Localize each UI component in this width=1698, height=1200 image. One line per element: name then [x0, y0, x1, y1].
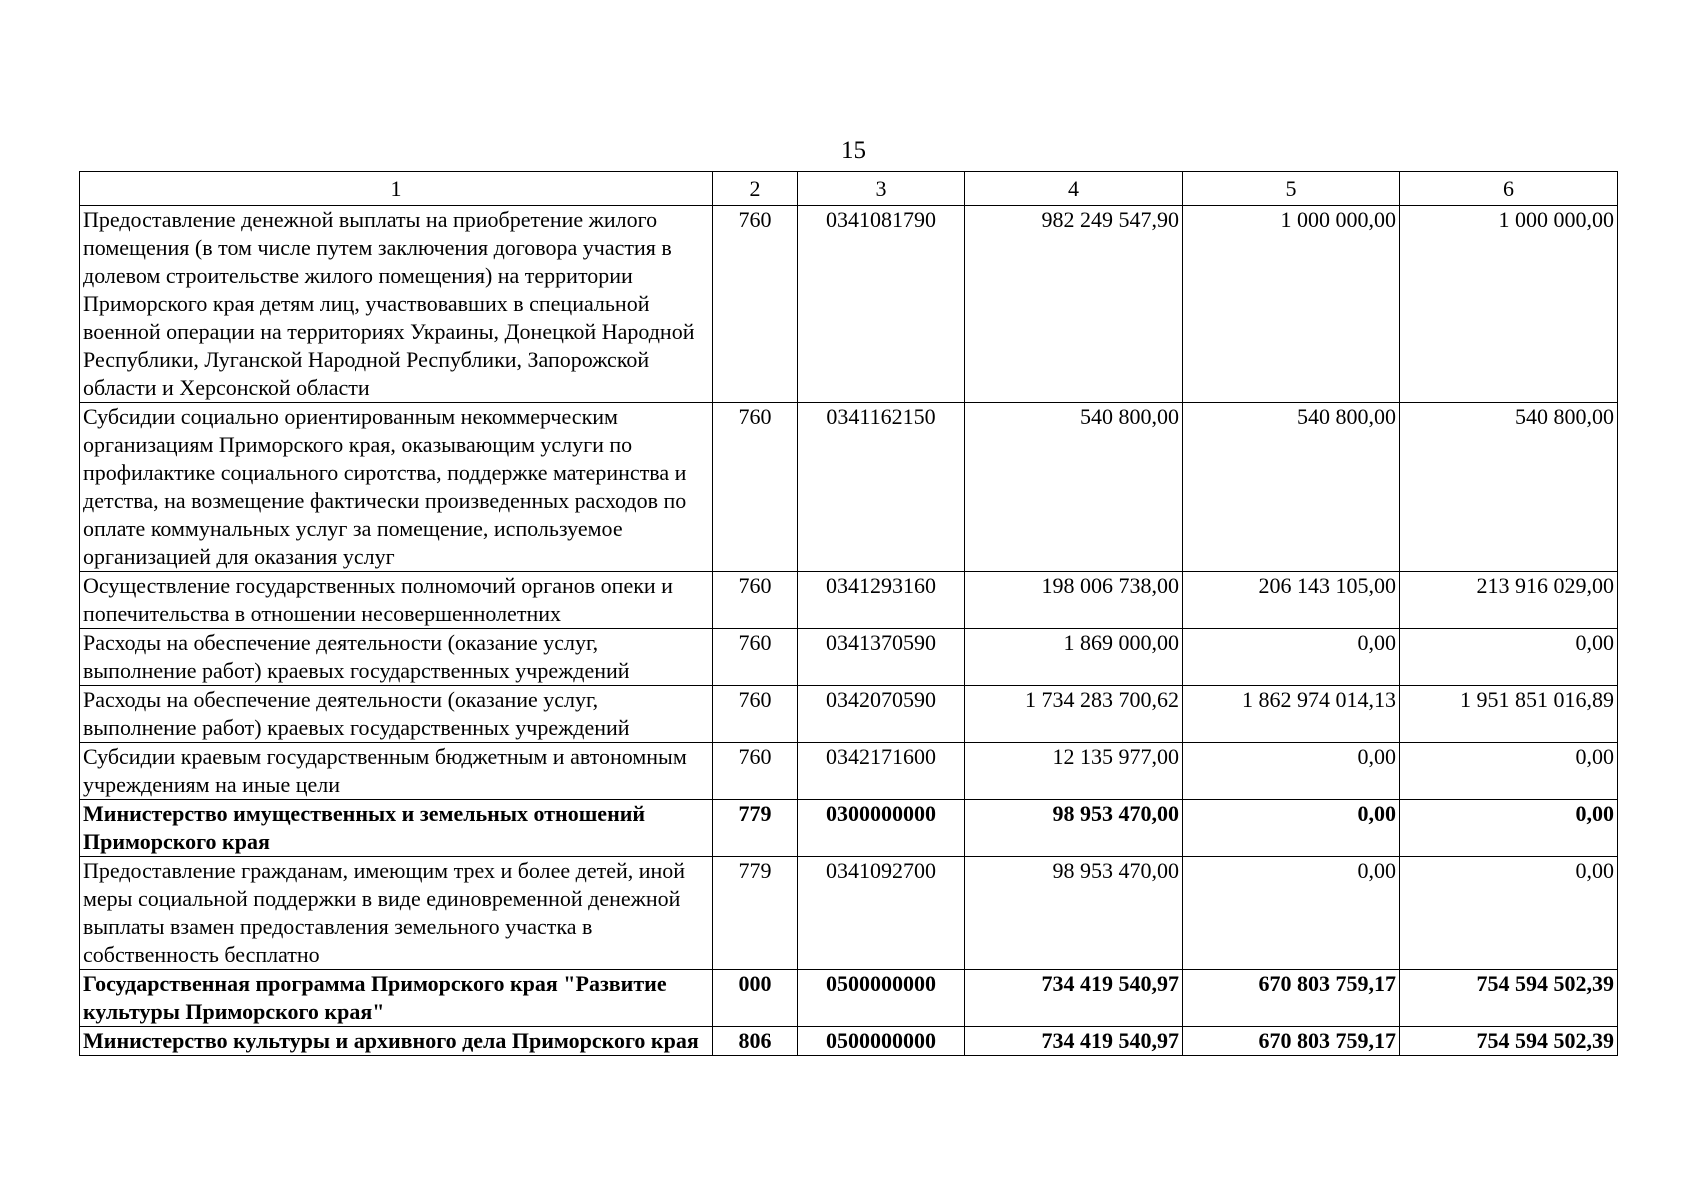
- header-col-4: 4: [965, 172, 1183, 206]
- row-target-code: 0500000000: [798, 1027, 965, 1056]
- table-row: [80, 403, 1618, 572]
- row-grbs-code: 760: [713, 686, 798, 743]
- row-amount-col-5: 0,00: [1183, 800, 1400, 857]
- table-row: [80, 206, 1618, 403]
- row-amount-col-6: 0,00: [1400, 743, 1618, 800]
- row-description: Расходы на обеспечение деятельности (оказание услуг, выполнение работ) краевых государственных учреждений: [80, 629, 713, 686]
- table-header: [80, 172, 1618, 206]
- page-number: 15: [841, 137, 866, 164]
- row-amount-col-4: 734 419 540,97: [965, 1027, 1183, 1056]
- row-amount-col-5: 670 803 759,17: [1183, 1027, 1400, 1056]
- row-amount-col-6: 754 594 502,39: [1400, 970, 1618, 1027]
- row-amount-col-6: 1 951 851 016,89: [1400, 686, 1618, 743]
- header-col-1: 1: [80, 172, 713, 206]
- table-row: [80, 1027, 1618, 1056]
- row-amount-col-6: 0,00: [1400, 857, 1618, 970]
- row-description: Субсидии социально ориентированным некоммерческим организациям Приморского края, оказывающим услуги по профилактике социального сиротства, поддержке материнства и детства, на возмещение фактически произведенных расходов по оплате коммунальных услуг за помещение, используемое организацией для оказания услуг: [80, 403, 713, 572]
- row-amount-col-4: 1 869 000,00: [965, 629, 1183, 686]
- row-grbs-code: 760: [713, 629, 798, 686]
- table-body: [80, 206, 1618, 1056]
- row-amount-col-4: 1 734 283 700,62: [965, 686, 1183, 743]
- row-target-code: 0341293160: [798, 572, 965, 629]
- row-target-code: 0341162150: [798, 403, 965, 572]
- row-grbs-code: 806: [713, 1027, 798, 1056]
- row-grbs-code: 760: [713, 206, 798, 403]
- row-grbs-code: 000: [713, 970, 798, 1027]
- row-description: Министерство культуры и архивного дела Приморского края: [80, 1027, 713, 1056]
- row-target-code: 0300000000: [798, 800, 965, 857]
- row-amount-col-5: 1 862 974 014,13: [1183, 686, 1400, 743]
- row-grbs-code: 779: [713, 857, 798, 970]
- header-col-5: 5: [1183, 172, 1400, 206]
- header-row: [80, 172, 1618, 206]
- row-amount-col-5: 670 803 759,17: [1183, 970, 1400, 1027]
- row-description: Предоставление гражданам, имеющим трех и более детей, иной меры социальной поддержки в виде единовременной денежной выплаты взамен предоставления земельного участка в собственность бесплатно: [80, 857, 713, 970]
- row-description: Расходы на обеспечение деятельности (оказание услуг, выполнение работ) краевых государственных учреждений: [80, 686, 713, 743]
- table-row: [80, 743, 1618, 800]
- row-amount-col-5: 0,00: [1183, 629, 1400, 686]
- row-target-code: 0341081790: [798, 206, 965, 403]
- header-col-2: 2: [713, 172, 798, 206]
- header-col-3: 3: [798, 172, 965, 206]
- table-row: [80, 572, 1618, 629]
- header-col-6: 6: [1400, 172, 1618, 206]
- row-description: Субсидии краевым государственным бюджетным и автономным учреждениям на иные цели: [80, 743, 713, 800]
- row-grbs-code: 760: [713, 743, 798, 800]
- row-target-code: 0341092700: [798, 857, 965, 970]
- row-description: Осуществление государственных полномочий органов опеки и попечительства в отношении несовершеннолетних: [80, 572, 713, 629]
- table-row: [80, 970, 1618, 1027]
- row-description: Предоставление денежной выплаты на приобретение жилого помещения (в том числе путем заключения договора участия в долевом строительстве жилого помещения) на территории Приморского края детям лиц, участвовавших в специальной военной операции на территориях Украины, Донецкой Народной Республики, Луганской Народной Республики, Запорожской области и Херсонской области: [80, 206, 713, 403]
- row-description: Государственная программа Приморского края "Развитие культуры Приморского края": [80, 970, 713, 1027]
- row-amount-col-5: 1 000 000,00: [1183, 206, 1400, 403]
- row-amount-col-4: 982 249 547,90: [965, 206, 1183, 403]
- row-amount-col-5: 0,00: [1183, 743, 1400, 800]
- row-amount-col-5: 540 800,00: [1183, 403, 1400, 572]
- row-amount-col-6: 1 000 000,00: [1400, 206, 1618, 403]
- row-amount-col-4: 98 953 470,00: [965, 800, 1183, 857]
- row-amount-col-4: 540 800,00: [965, 403, 1183, 572]
- row-description: Министерство имущественных и земельных отношений Приморского края: [80, 800, 713, 857]
- row-amount-col-6: 540 800,00: [1400, 403, 1618, 572]
- row-target-code: 0342171600: [798, 743, 965, 800]
- table-row: [80, 629, 1618, 686]
- table-row: [80, 800, 1618, 857]
- row-amount-col-5: 0,00: [1183, 857, 1400, 970]
- row-target-code: 0341370590: [798, 629, 965, 686]
- row-grbs-code: 760: [713, 572, 798, 629]
- table-row: [80, 857, 1618, 970]
- row-grbs-code: 760: [713, 403, 798, 572]
- row-amount-col-4: 198 006 738,00: [965, 572, 1183, 629]
- row-amount-col-4: 12 135 977,00: [965, 743, 1183, 800]
- row-grbs-code: 779: [713, 800, 798, 857]
- row-amount-col-6: 0,00: [1400, 800, 1618, 857]
- table-row: [80, 686, 1618, 743]
- budget-table: [79, 171, 1618, 1056]
- row-amount-col-4: 98 953 470,00: [965, 857, 1183, 970]
- row-target-code: 0500000000: [798, 970, 965, 1027]
- row-amount-col-4: 734 419 540,97: [965, 970, 1183, 1027]
- row-amount-col-6: 213 916 029,00: [1400, 572, 1618, 629]
- row-amount-col-6: 754 594 502,39: [1400, 1027, 1618, 1056]
- row-amount-col-6: 0,00: [1400, 629, 1618, 686]
- row-target-code: 0342070590: [798, 686, 965, 743]
- row-amount-col-5: 206 143 105,00: [1183, 572, 1400, 629]
